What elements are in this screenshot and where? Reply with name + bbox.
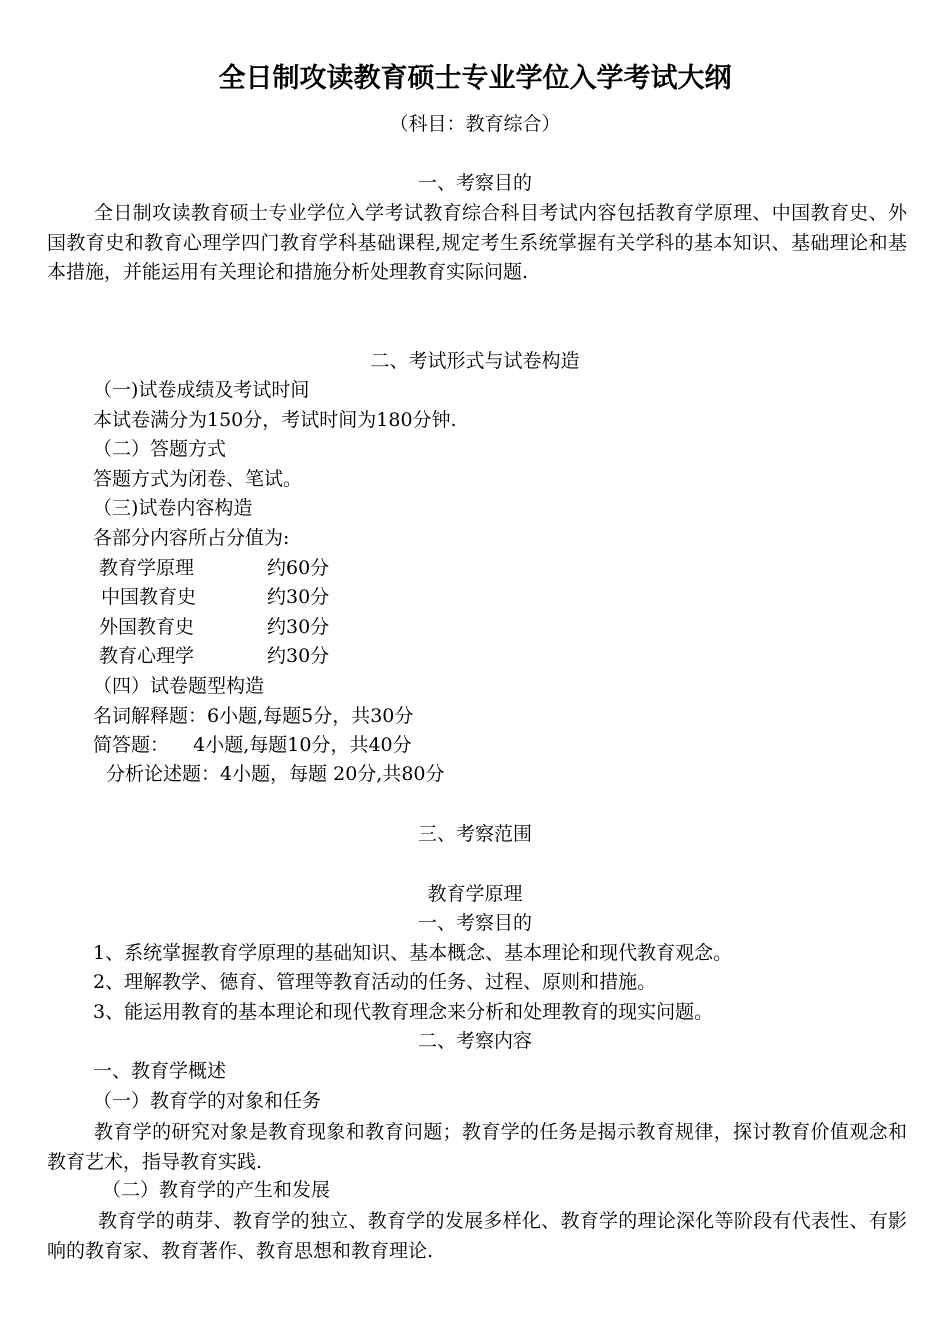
score-row — [99, 556, 329, 580]
section3-heading: 三、考察范围 — [417, 823, 532, 845]
item1-title: （一）教育学的对象和任务 — [93, 1090, 322, 1112]
score-subject: 中国教育史 — [101, 586, 197, 608]
section2-sub1: （一)试卷成绩及考试时间 — [93, 379, 310, 401]
section1-paragraph: 全日制攻读教育硕士专业学位入学考试教育综合科目考试内容包括教育学原理、中国教育史、外国教育史和教育心理学四门教育学科基础课程,规定考生系统掌握有关学科的基本知识、基础理论和基本措施，并能运用有关理论和措施分析处理教育实际问题. — [47, 202, 907, 283]
goal-item: 1、系统掌握教育学原理的基础知识、基本概念、基本理论和现代教育观念。 — [93, 942, 733, 964]
score-subject: 外国教育史 — [99, 616, 195, 638]
question-type: 分析论述题：4小题，每题 20分,共80分 — [106, 763, 445, 785]
section2-sub2: （二）答题方式 — [93, 438, 227, 460]
score-value: 约30分 — [267, 616, 330, 638]
section1-heading: 一、考察目的 — [417, 172, 532, 194]
course-title: 教育学原理 — [427, 883, 523, 905]
section2-heading: 二、考试形式与试卷构造 — [370, 350, 580, 372]
score-subject: 教育心理学 — [99, 645, 195, 667]
document-title: 全日制攻读教育硕士专业学位入学考试大纲 — [218, 63, 732, 94]
content-heading: 二、考察内容 — [417, 1030, 532, 1052]
score-value: 约60分 — [267, 557, 330, 579]
score-row — [101, 585, 329, 609]
score-row — [99, 615, 329, 639]
score-value: 约30分 — [267, 586, 330, 608]
score-subject: 教育学原理 — [99, 557, 195, 579]
item1-text: 教育学的研究对象是教育现象和教育问题；教育学的任务是揭示教育规律，探讨教育价值观念和教育艺术，指导教育实践. — [47, 1121, 907, 1173]
question-type: 名词解释题：6小题,每题5分，共30分 — [93, 705, 414, 727]
section2-sub3-text: 各部分内容所占分值为: — [93, 527, 290, 549]
goal-item: 2、理解教学、德育、管理等教育活动的任务、过程、原则和措施。 — [93, 971, 657, 993]
score-value: 约30分 — [267, 645, 330, 667]
section2-sub3: （三)试卷内容构造 — [93, 497, 253, 519]
section2-sub4: （四）试卷题型构造 — [93, 675, 265, 697]
section2-sub1-text: 本试卷满分为150分，考试时间为180分钟. — [93, 409, 457, 431]
question-type: 简答题： 4小题,每题10分，共40分 — [93, 734, 412, 756]
section2-sub2-text: 答题方式为闭卷、笔试。 — [93, 468, 303, 490]
goal-item: 3、能运用教育的基本理论和现代教育理念来分析和处理教育的现实问题。 — [93, 1001, 714, 1023]
document-subtitle: （科目：教育综合） — [389, 113, 561, 135]
item2-title: （二）教育学的产生和发展 — [102, 1179, 331, 1201]
chapter-heading: 一、教育学概述 — [93, 1060, 227, 1082]
score-row — [99, 644, 329, 668]
item2-text: 教育学的萌芽、教育学的独立、教育学的发展多样化、教育学的理论深化等阶段有代表性、有影响的教育家、教育著作、教育思想和教育理论. — [47, 1210, 907, 1262]
goal-heading: 一、考察目的 — [417, 912, 532, 934]
